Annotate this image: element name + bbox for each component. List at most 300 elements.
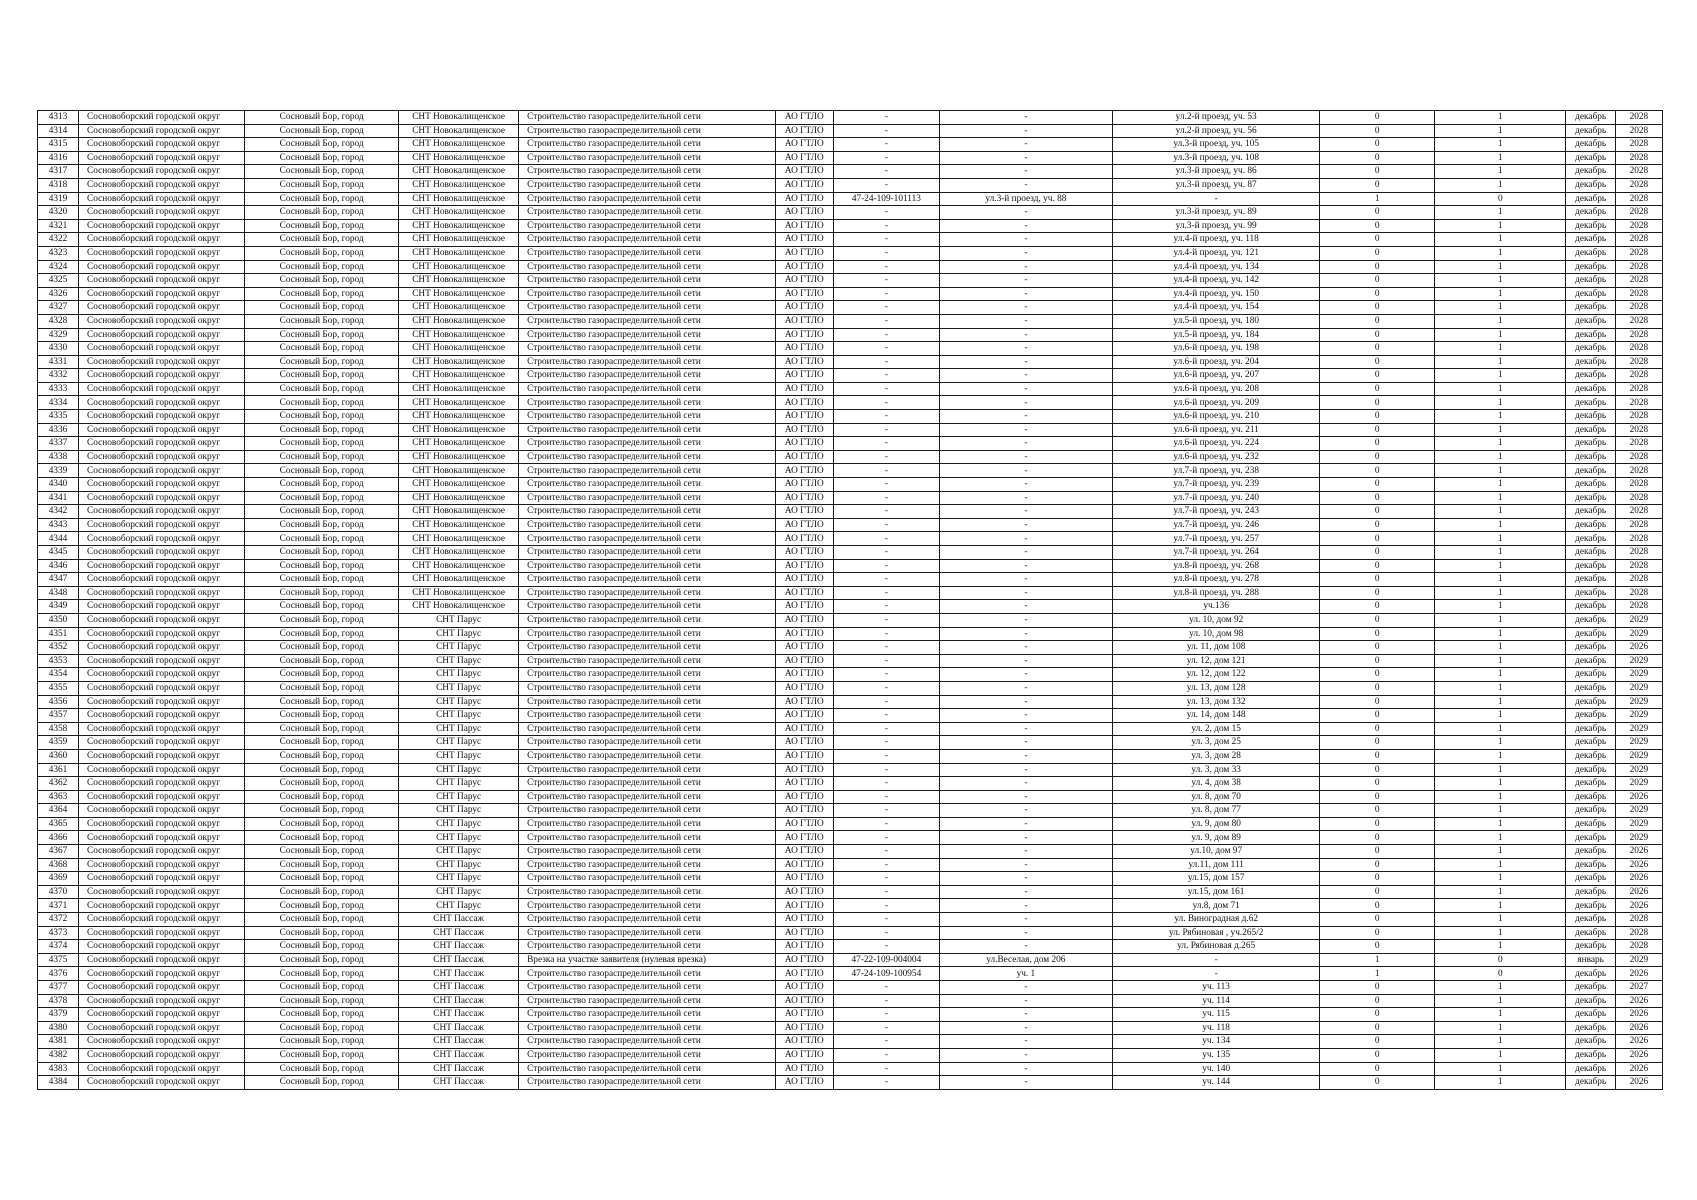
table-row	[38, 546, 1663, 560]
cell-connected-count: 0	[1320, 845, 1435, 859]
cell-snt-name: СНТ Новокалищенское	[399, 355, 519, 369]
cell-planned-count: 1	[1435, 600, 1566, 614]
cell-year: 2028	[1615, 328, 1662, 342]
cell-planned-count: 1	[1435, 505, 1566, 519]
cell-year: 2028	[1615, 382, 1662, 396]
cell-cadastral-number: -	[834, 736, 940, 750]
cell-settlement: Сосновый Бор, город	[245, 111, 399, 125]
cell-planned-count: 1	[1435, 423, 1566, 437]
cell-snt-name: СНТ Новокалищенское	[399, 192, 519, 206]
cell-cadastral-number: -	[834, 749, 940, 763]
cell-planned-count: 1	[1435, 763, 1566, 777]
cell-address: ул.6-й проезд, уч. 208	[1113, 382, 1320, 396]
cell-district: Сосновоборский городской округ	[79, 464, 245, 478]
cell-row-number: 4347	[38, 573, 79, 587]
cell-organization: АО ГТЛО	[775, 654, 833, 668]
cell-month: декабрь	[1566, 287, 1615, 301]
cell-planned-count: 1	[1435, 804, 1566, 818]
cell-planned-count: 1	[1435, 627, 1566, 641]
cell-year: 2028	[1615, 410, 1662, 424]
cell-month: декабрь	[1566, 478, 1615, 492]
cell-planned-count: 1	[1435, 817, 1566, 831]
cell-work-type: Строительство газораспределительной сети	[519, 573, 775, 587]
cell-year: 2028	[1615, 369, 1662, 383]
table-row	[38, 681, 1663, 695]
cell-organization: АО ГТЛО	[775, 355, 833, 369]
cell-settlement: Сосновый Бор, город	[245, 437, 399, 451]
cell-organization: АО ГТЛО	[775, 736, 833, 750]
cell-address: ул. 8, дом 70	[1113, 790, 1320, 804]
cell-work-type: Строительство газораспределительной сети	[519, 192, 775, 206]
cell-month: декабрь	[1566, 654, 1615, 668]
table-row	[38, 817, 1663, 831]
cell-planned-count: 1	[1435, 858, 1566, 872]
cell-work-type: Строительство газораспределительной сети	[519, 505, 775, 519]
cell-row-number: 4335	[38, 410, 79, 424]
cell-settlement: Сосновый Бор, город	[245, 165, 399, 179]
cell-year: 2026	[1615, 1076, 1662, 1090]
cell-address: уч. 113	[1113, 981, 1320, 995]
cell-work-type: Строительство газораспределительной сети	[519, 206, 775, 220]
cell-address: ул.4-й проезд, уч. 150	[1113, 287, 1320, 301]
cell-planned-count: 1	[1435, 641, 1566, 655]
table-row	[38, 831, 1663, 845]
cell-plot-address: -	[939, 382, 1112, 396]
table-row	[38, 1021, 1663, 1035]
cell-year: 2029	[1615, 695, 1662, 709]
cell-address: ул. 10, дом 92	[1113, 613, 1320, 627]
cell-cadastral-number: 47-24-109-101113	[834, 192, 940, 206]
cell-work-type: Строительство газораспределительной сети	[519, 287, 775, 301]
cell-cadastral-number: -	[834, 885, 940, 899]
cell-snt-name: СНТ Новокалищенское	[399, 518, 519, 532]
cell-year: 2028	[1615, 546, 1662, 560]
cell-planned-count: 1	[1435, 940, 1566, 954]
cell-district: Сосновоборский городской округ	[79, 505, 245, 519]
cell-cadastral-number: -	[834, 831, 940, 845]
cell-work-type: Строительство газораспределительной сети	[519, 695, 775, 709]
cell-plot-address: ул.3-й проезд, уч. 88	[939, 192, 1112, 206]
cell-year: 2029	[1615, 817, 1662, 831]
cell-row-number: 4380	[38, 1021, 79, 1035]
cell-connected-count: 0	[1320, 260, 1435, 274]
cell-organization: АО ГТЛО	[775, 695, 833, 709]
cell-year: 2026	[1615, 967, 1662, 981]
cell-month: декабрь	[1566, 559, 1615, 573]
table-row	[38, 260, 1663, 274]
cell-planned-count: 1	[1435, 518, 1566, 532]
cell-organization: АО ГТЛО	[775, 505, 833, 519]
cell-connected-count: 0	[1320, 790, 1435, 804]
cell-district: Сосновоборский городской округ	[79, 314, 245, 328]
cell-settlement: Сосновый Бор, город	[245, 1062, 399, 1076]
cell-plot-address: -	[939, 546, 1112, 560]
cell-month: декабрь	[1566, 355, 1615, 369]
cell-plot-address: -	[939, 613, 1112, 627]
cell-planned-count: 1	[1435, 491, 1566, 505]
cell-cadastral-number: -	[834, 491, 940, 505]
cell-connected-count: 0	[1320, 464, 1435, 478]
cell-address: ул.6-й проезд, уч. 232	[1113, 450, 1320, 464]
table-row	[38, 749, 1663, 763]
cell-month: декабрь	[1566, 858, 1615, 872]
cell-district: Сосновоборский городской округ	[79, 817, 245, 831]
cell-work-type: Строительство газораспределительной сети	[519, 1062, 775, 1076]
cell-district: Сосновоборский городской округ	[79, 355, 245, 369]
cell-month: декабрь	[1566, 845, 1615, 859]
cell-snt-name: СНТ Парус	[399, 845, 519, 859]
cell-month: декабрь	[1566, 641, 1615, 655]
cell-cadastral-number: -	[834, 111, 940, 125]
cell-month: декабрь	[1566, 885, 1615, 899]
table-row	[38, 641, 1663, 655]
cell-connected-count: 0	[1320, 1048, 1435, 1062]
cell-work-type: Строительство газораспределительной сети	[519, 518, 775, 532]
cell-cadastral-number: -	[834, 437, 940, 451]
cell-cadastral-number: -	[834, 410, 940, 424]
cell-connected-count: 0	[1320, 396, 1435, 410]
cell-plot-address: -	[939, 111, 1112, 125]
cell-cadastral-number: -	[834, 559, 940, 573]
cell-cadastral-number: -	[834, 450, 940, 464]
cell-plot-address: -	[939, 478, 1112, 492]
table-row	[38, 763, 1663, 777]
cell-planned-count: 0	[1435, 967, 1566, 981]
table-row	[38, 981, 1663, 995]
cell-address: ул.5-й проезд, уч. 184	[1113, 328, 1320, 342]
cell-settlement: Сосновый Бор, город	[245, 586, 399, 600]
cell-organization: АО ГТЛО	[775, 437, 833, 451]
cell-connected-count: 0	[1320, 858, 1435, 872]
table-row	[38, 382, 1663, 396]
cell-organization: АО ГТЛО	[775, 926, 833, 940]
cell-snt-name: СНТ Новокалищенское	[399, 287, 519, 301]
cell-planned-count: 1	[1435, 994, 1566, 1008]
cell-cadastral-number: -	[834, 478, 940, 492]
cell-cadastral-number: -	[834, 138, 940, 152]
cell-work-type: Строительство газораспределительной сети	[519, 722, 775, 736]
cell-district: Сосновоборский городской округ	[79, 437, 245, 451]
table-row	[38, 423, 1663, 437]
cell-connected-count: 0	[1320, 926, 1435, 940]
cell-cadastral-number: -	[834, 124, 940, 138]
cell-connected-count: 0	[1320, 410, 1435, 424]
cell-snt-name: СНТ Новокалищенское	[399, 573, 519, 587]
cell-cadastral-number: -	[834, 151, 940, 165]
cell-connected-count: 0	[1320, 695, 1435, 709]
cell-district: Сосновоборский городской округ	[79, 287, 245, 301]
table-row	[38, 573, 1663, 587]
cell-snt-name: СНТ Новокалищенское	[399, 274, 519, 288]
cell-month: январь	[1566, 953, 1615, 967]
cell-district: Сосновоборский городской округ	[79, 926, 245, 940]
cell-snt-name: СНТ Новокалищенское	[399, 328, 519, 342]
cell-month: декабрь	[1566, 586, 1615, 600]
cell-address: уч. 135	[1113, 1048, 1320, 1062]
cell-settlement: Сосновый Бор, город	[245, 858, 399, 872]
cell-year: 2028	[1615, 165, 1662, 179]
cell-plot-address: -	[939, 396, 1112, 410]
cell-organization: АО ГТЛО	[775, 573, 833, 587]
cell-year: 2028	[1615, 124, 1662, 138]
cell-planned-count: 1	[1435, 654, 1566, 668]
cell-year: 2028	[1615, 913, 1662, 927]
cell-month: декабрь	[1566, 165, 1615, 179]
cell-connected-count: 0	[1320, 722, 1435, 736]
cell-connected-count: 0	[1320, 505, 1435, 519]
cell-cadastral-number: -	[834, 1048, 940, 1062]
cell-settlement: Сосновый Бор, город	[245, 274, 399, 288]
cell-connected-count: 0	[1320, 328, 1435, 342]
cell-row-number: 4333	[38, 382, 79, 396]
cell-address: ул. 9, дом 80	[1113, 817, 1320, 831]
cell-district: Сосновоборский городской округ	[79, 532, 245, 546]
cell-connected-count: 0	[1320, 1008, 1435, 1022]
cell-district: Сосновоборский городской округ	[79, 450, 245, 464]
cell-address: уч. 118	[1113, 1021, 1320, 1035]
cell-month: декабрь	[1566, 1062, 1615, 1076]
cell-planned-count: 1	[1435, 872, 1566, 886]
cell-row-number: 4326	[38, 287, 79, 301]
cell-work-type: Строительство газораспределительной сети	[519, 450, 775, 464]
cell-address: ул.6-й проезд, уч. 207	[1113, 369, 1320, 383]
cell-year: 2029	[1615, 953, 1662, 967]
cell-cadastral-number: -	[834, 600, 940, 614]
cell-year: 2029	[1615, 613, 1662, 627]
cell-connected-count: 0	[1320, 709, 1435, 723]
cell-plot-address: -	[939, 246, 1112, 260]
cell-district: Сосновоборский городской округ	[79, 858, 245, 872]
cell-month: декабрь	[1566, 111, 1615, 125]
cell-connected-count: 0	[1320, 899, 1435, 913]
cell-work-type: Строительство газораспределительной сети	[519, 736, 775, 750]
cell-plot-address: -	[939, 233, 1112, 247]
table-row	[38, 410, 1663, 424]
cell-settlement: Сосновый Бор, город	[245, 369, 399, 383]
cell-month: декабрь	[1566, 872, 1615, 886]
cell-settlement: Сосновый Бор, город	[245, 178, 399, 192]
cell-organization: АО ГТЛО	[775, 260, 833, 274]
cell-connected-count: 0	[1320, 206, 1435, 220]
cell-plot-address: -	[939, 450, 1112, 464]
cell-settlement: Сосновый Бор, город	[245, 260, 399, 274]
cell-month: декабрь	[1566, 967, 1615, 981]
cell-plot-address: -	[939, 369, 1112, 383]
cell-work-type: Строительство газораспределительной сети	[519, 668, 775, 682]
cell-month: декабрь	[1566, 1076, 1615, 1090]
table-row	[38, 777, 1663, 791]
cell-plot-address: -	[939, 722, 1112, 736]
cell-address: ул.10, дом 97	[1113, 845, 1320, 859]
cell-month: декабрь	[1566, 192, 1615, 206]
cell-row-number: 4361	[38, 763, 79, 777]
cell-row-number: 4324	[38, 260, 79, 274]
cell-work-type: Строительство газораспределительной сети	[519, 845, 775, 859]
cell-address: уч. 134	[1113, 1035, 1320, 1049]
cell-settlement: Сосновый Бор, город	[245, 450, 399, 464]
cell-year: 2028	[1615, 518, 1662, 532]
cell-settlement: Сосновый Бор, город	[245, 899, 399, 913]
cell-planned-count: 1	[1435, 369, 1566, 383]
cell-planned-count: 1	[1435, 695, 1566, 709]
cell-cadastral-number: -	[834, 845, 940, 859]
cell-month: декабрь	[1566, 913, 1615, 927]
cell-work-type: Строительство газораспределительной сети	[519, 777, 775, 791]
cell-work-type: Строительство газораспределительной сети	[519, 858, 775, 872]
cell-snt-name: СНТ Новокалищенское	[399, 178, 519, 192]
cell-month: декабрь	[1566, 328, 1615, 342]
cell-snt-name: СНТ Парус	[399, 681, 519, 695]
cell-connected-count: 0	[1320, 287, 1435, 301]
cell-plot-address: -	[939, 573, 1112, 587]
cell-organization: АО ГТЛО	[775, 872, 833, 886]
cell-organization: АО ГТЛО	[775, 613, 833, 627]
table-row	[38, 287, 1663, 301]
cell-settlement: Сосновый Бор, город	[245, 342, 399, 356]
table-row	[38, 138, 1663, 152]
cell-address: ул.8, дом 71	[1113, 899, 1320, 913]
cell-year: 2028	[1615, 178, 1662, 192]
cell-connected-count: 0	[1320, 600, 1435, 614]
cell-year: 2028	[1615, 478, 1662, 492]
cell-row-number: 4379	[38, 1008, 79, 1022]
cell-plot-address: -	[939, 287, 1112, 301]
cell-planned-count: 1	[1435, 613, 1566, 627]
cell-district: Сосновоборский городской округ	[79, 124, 245, 138]
cell-month: декабрь	[1566, 396, 1615, 410]
cell-connected-count: 0	[1320, 301, 1435, 315]
cell-plot-address: -	[939, 981, 1112, 995]
cell-address: ул.3-й проезд, уч. 89	[1113, 206, 1320, 220]
cell-address: ул.15, дом 157	[1113, 872, 1320, 886]
cell-year: 2029	[1615, 804, 1662, 818]
cell-plot-address: -	[939, 940, 1112, 954]
cell-cadastral-number: -	[834, 314, 940, 328]
table-row	[38, 953, 1663, 967]
cell-work-type: Строительство газораспределительной сети	[519, 817, 775, 831]
cell-month: декабрь	[1566, 777, 1615, 791]
cell-year: 2028	[1615, 287, 1662, 301]
cell-work-type: Строительство газораспределительной сети	[519, 396, 775, 410]
cell-organization: АО ГТЛО	[775, 518, 833, 532]
cell-month: декабрь	[1566, 613, 1615, 627]
table-row	[38, 627, 1663, 641]
cell-organization: АО ГТЛО	[775, 722, 833, 736]
cell-row-number: 4355	[38, 681, 79, 695]
table-row	[38, 940, 1663, 954]
cell-settlement: Сосновый Бор, город	[245, 1076, 399, 1090]
cell-settlement: Сосновый Бор, город	[245, 138, 399, 152]
cell-year: 2029	[1615, 763, 1662, 777]
cell-address: ул.3-й проезд, уч. 108	[1113, 151, 1320, 165]
cell-connected-count: 0	[1320, 1062, 1435, 1076]
cell-organization: АО ГТЛО	[775, 233, 833, 247]
cell-year: 2029	[1615, 777, 1662, 791]
cell-month: декабрь	[1566, 940, 1615, 954]
cell-work-type: Строительство газораспределительной сети	[519, 1021, 775, 1035]
cell-settlement: Сосновый Бор, город	[245, 885, 399, 899]
cell-row-number: 4383	[38, 1062, 79, 1076]
cell-work-type: Строительство газораспределительной сети	[519, 586, 775, 600]
cell-plot-address: -	[939, 994, 1112, 1008]
cell-work-type: Строительство газораспределительной сети	[519, 314, 775, 328]
cell-district: Сосновоборский городской округ	[79, 369, 245, 383]
table-row	[38, 219, 1663, 233]
cell-cadastral-number: -	[834, 532, 940, 546]
cell-cadastral-number: -	[834, 246, 940, 260]
cell-settlement: Сосновый Бор, город	[245, 763, 399, 777]
cell-district: Сосновоборский городской округ	[79, 1035, 245, 1049]
cell-settlement: Сосновый Бор, город	[245, 981, 399, 995]
cell-work-type: Строительство газораспределительной сети	[519, 641, 775, 655]
cell-work-type: Строительство газораспределительной сети	[519, 654, 775, 668]
cell-snt-name: СНТ Новокалищенское	[399, 532, 519, 546]
table-row	[38, 994, 1663, 1008]
cell-organization: АО ГТЛО	[775, 246, 833, 260]
cell-planned-count: 1	[1435, 396, 1566, 410]
cell-snt-name: СНТ Парус	[399, 641, 519, 655]
cell-settlement: Сосновый Бор, город	[245, 695, 399, 709]
cell-snt-name: СНТ Новокалищенское	[399, 342, 519, 356]
cell-address: ул.15, дом 161	[1113, 885, 1320, 899]
cell-organization: АО ГТЛО	[775, 546, 833, 560]
cell-row-number: 4354	[38, 668, 79, 682]
cell-planned-count: 1	[1435, 1008, 1566, 1022]
cell-plot-address: -	[939, 695, 1112, 709]
cell-month: декабрь	[1566, 464, 1615, 478]
table-row	[38, 192, 1663, 206]
cell-row-number: 4356	[38, 695, 79, 709]
cell-address: ул.4-й проезд, уч. 121	[1113, 246, 1320, 260]
cell-district: Сосновоборский городской округ	[79, 246, 245, 260]
cell-snt-name: СНТ Парус	[399, 790, 519, 804]
cell-year: 2027	[1615, 981, 1662, 995]
table-row	[38, 586, 1663, 600]
cell-snt-name: СНТ Пассаж	[399, 953, 519, 967]
cell-snt-name: СНТ Пассаж	[399, 981, 519, 995]
cell-connected-count: 0	[1320, 111, 1435, 125]
cell-settlement: Сосновый Бор, город	[245, 600, 399, 614]
cell-work-type: Строительство газораспределительной сети	[519, 138, 775, 152]
cell-plot-address: -	[939, 777, 1112, 791]
cell-address: ул.3-й проезд, уч. 105	[1113, 138, 1320, 152]
cell-plot-address: -	[939, 518, 1112, 532]
cell-organization: АО ГТЛО	[775, 491, 833, 505]
cell-work-type: Строительство газораспределительной сети	[519, 899, 775, 913]
cell-month: декабрь	[1566, 219, 1615, 233]
cell-settlement: Сосновый Бор, город	[245, 219, 399, 233]
cell-snt-name: СНТ Пассаж	[399, 1048, 519, 1062]
table-row	[38, 518, 1663, 532]
cell-cadastral-number: -	[834, 573, 940, 587]
cell-planned-count: 1	[1435, 586, 1566, 600]
cell-organization: АО ГТЛО	[775, 1008, 833, 1022]
cell-year: 2028	[1615, 559, 1662, 573]
cell-connected-count: 0	[1320, 559, 1435, 573]
cell-snt-name: СНТ Парус	[399, 736, 519, 750]
cell-address: ул.2-й проезд, уч. 56	[1113, 124, 1320, 138]
table-row	[38, 491, 1663, 505]
cell-plot-address: -	[939, 178, 1112, 192]
cell-district: Сосновоборский городской округ	[79, 274, 245, 288]
cell-organization: АО ГТЛО	[775, 858, 833, 872]
cell-settlement: Сосновый Бор, город	[245, 301, 399, 315]
cell-district: Сосновоборский городской округ	[79, 981, 245, 995]
cell-row-number: 4344	[38, 532, 79, 546]
cell-district: Сосновоборский городской округ	[79, 206, 245, 220]
cell-month: декабрь	[1566, 899, 1615, 913]
cell-organization: АО ГТЛО	[775, 1035, 833, 1049]
